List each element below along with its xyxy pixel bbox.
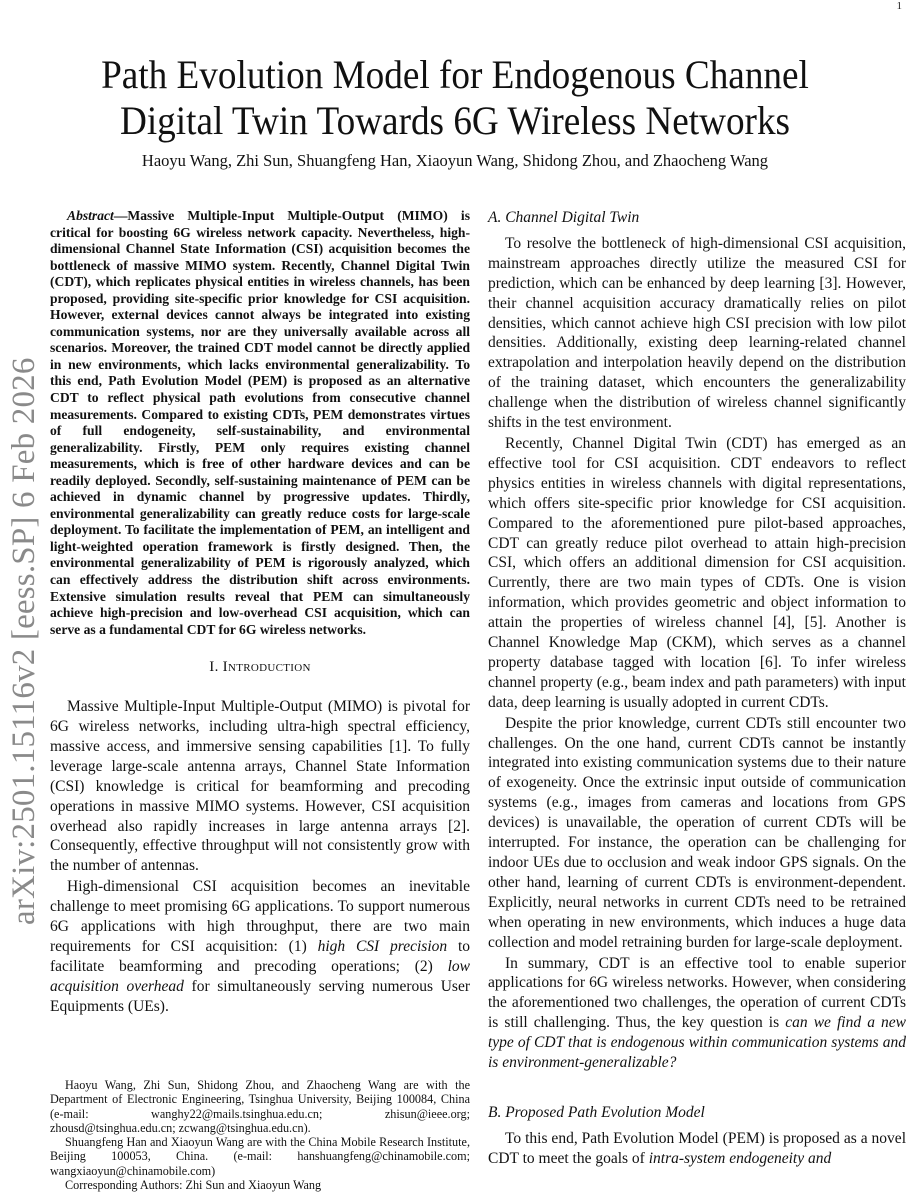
author-list: Haoyu Wang, Zhi Sun, Shuangfeng Han, Xiaoyun Wang, Shidong Zhou, and Zhaocheng Wang — [141, 151, 769, 170]
right-column — [488, 208, 906, 1169]
cdt-paragraph-2: Recently, Channel Digital Twin (CDT) has emerged as an effective tool for CSI acquisition. CDT endeavors to reflect physics entities in wireless channels with digital representations, which offers site-specific prior knowledge for CSI acquisition. Compared to the aforementioned pure pilot-based approaches, CDT can greatly reduce pilot overhead to attain high-precision CSI, which offers an additional dimension for CSI acquisition. Currently, there are two main types of CDTs. One is vision information, which provides geometric and object information to attain the properties of wireless channel [4], [5]. Another is Channel Knowledge Map (CKM), which serves as a channel property database tagged with location [6]. To infer wireless channel property (e.g., beam index and path parameters) with input data, deep learning is usually adopted in current CDTs. — [488, 434, 906, 711]
intro-p2-text-b: to facilitate beamforming and precoding operations; (2) — [50, 938, 470, 975]
affiliation-footnotes — [50, 1078, 470, 1192]
arxiv-stamp: arXiv:2501.15116v2 [eess.SP] 6 Feb 2026 — [6, 357, 42, 925]
left-column — [50, 208, 470, 1017]
cdt-p4-text: In summary, CDT is an effective tool to enable superior applications for 6G wireless networks. However, when considering the aforementioned two challenges, the operation of current CDTs is still challenging. Thus, the key question is — [488, 954, 906, 1032]
intro-p2-text-c: for simultaneously serving numerous User Equipments (UEs). — [50, 977, 470, 1015]
cdt-paragraph-3: Despite the prior knowledge, current CDTs still encounter two challenges. On the one hand, current CDTs cannot be instantly integrated into existing communication systems due to their nature of exogeneity. Once the extrinsic input outside of communication systems (e.g., images from cameras and locations from GPS devices) is unavailable, the operation of current CDTs will be interrupted. For instance, the operation can be challenging for indoor UEs due to occlusion and weak indoor GPS signals. On the other hand, learning of current CDTs is environment-dependent. Explicitly, neural networks in current CDTs need to be retrained when operating in new environments, which induces a huge data collection and model retraining burden for large-scale deployment. — [488, 714, 906, 951]
intro-p2-emphasis-2: low acquisition overhead — [50, 957, 470, 995]
abstract-text: Massive Multiple-Input Multiple-Output (MIMO) is critical for boosting 6G wireless network capacity. Nevertheless, high-dimensional Channel State Information (CSI) acquisition becomes the bottleneck of massive MIMO system. Recently, Channel Digital Twin (CDT), which replicates physical entities in wireless channels, has been proposed, providing site-specific prior knowledge for CSI acquisition. However, external devices cannot always be integrated into existing communication systems, nor are they universally available across all scenarios. Moreover, the trained CDT model cannot be directly applied in new environments, which lacks environmental generalizability. To this end, Path Evolution Model (PEM) is proposed as an alternative CDT to reflect physical path evolutions from consecutive channel measurements. Compared to existing CDTs, PEM demonstrates virtues of full endogeneity, self-sustainability, and environmental generalizability. Firstly, PEM only requires existing channel measurements, which is free of other hardware devices and can be readily deployed. Secondly, self-sustaining maintenance of PEM can be achieved in dynamic channel by progressive updates. Thirdly, environmental generalizability can greatly reduce costs for large-scale deployment. To facilitate the implementation of PEM, an intelligent and light-weighted operation framework is firstly designed. Then, the environmental generalizability of PEM is rigorously analyzed, which can effectively address the distribution shift across environments. Extensive simulation results reveal that PEM can simultaneously achieve high-precision and low-overhead CSI acquisition, which can serve as a fundamental CDT for 6G wireless networks. — [50, 208, 470, 637]
intro-paragraph-1: Massive Multiple-Input Multiple-Output (MIMO) is pivotal for 6G wireless networks, including ultra-high spectral efficiency, massive access, and immersive sensing capabilities [1]. To fully leverage large-scale antenna arrays, Channel State Information (CSI) knowledge is critical for beamforming and precoding operations in massive MIMO systems. However, CSI acquisition overhead also rapidly increases in large antenna arrays [2]. Consequently, effective throughput will not consistently grow with the number of antennas. — [50, 698, 470, 875]
subsection-heading-channel-digital-twin: A. Channel Digital Twin — [488, 209, 640, 226]
subsection-heading-path-evolution-model: B. Proposed Path Evolution Model — [488, 1103, 705, 1121]
abstract — [50, 208, 470, 638]
title-line-1: Path Evolution Model for Endogenous Channel — [101, 52, 809, 97]
page-number: 1 — [896, 0, 902, 12]
intro-p2-text-a: High-dimensional CSI acquisition becomes an inevitable challenge to meet promising 6G applications. To support numerous 6G applications with high throughput, there are two main requirements for CSI acquisition: (1) — [50, 878, 470, 955]
intro-paragraph-2 — [50, 877, 470, 1016]
abstract-label: Abstract — [67, 208, 114, 223]
title-line-2: Digital Twin Towards 6G Wireless Networks — [119, 98, 791, 143]
pem-p1-emphasis: intra-system endogeneity and — [648, 1149, 832, 1167]
pem-paragraph-1 — [488, 1129, 906, 1169]
cdt-p4-key-question: can we find a new type of CDT that is endogenous within communication systems and is environment-generalizable? — [488, 1014, 906, 1072]
cdt-paragraph-1: To resolve the bottleneck of high-dimensional CSI acquisition, mainstream approaches directly utilize the measured CSI for prediction, which can be enhanced by deep learning [3]. However, their channel acquisition accuracy dramatically relies on pilot densities, which cannot achieve high CSI precision with low pilot densities. Additionally, existing deep learning-related channel extrapolation and interpolation heavily depend on the distribution of the training dataset, which encounters the generalizability challenge when the distribution of wireless channel significantly shifts in the test environment. — [488, 234, 906, 432]
paper-title — [88, 52, 823, 144]
section-heading-introduction: I. Introduction — [209, 659, 311, 676]
footnote-affiliation-tsinghua: Haoyu Wang, Zhi Sun, Shidong Zhou, and Zhaocheng Wang are with the Department of Electronic Engineering, Tsinghua University, Beijing 100084, China (e-mail: wanghy22@mails.tsinghua.edu.cn; zhisun@ieee.org; zhousd@tsinghua.edu.cn; zcwang@tsinghua.edu.cn). — [50, 1078, 470, 1135]
pem-p1-text: To this end, Path Evolution Model (PEM) is proposed as a novel CDT to meet the goals of — [488, 1129, 906, 1167]
abstract-dash: — — [113, 208, 128, 223]
cdt-paragraph-4 — [488, 954, 906, 1073]
footnote-corresponding-authors: Corresponding Authors: Zhi Sun and Xiaoyun Wang — [65, 1178, 322, 1193]
intro-p2-emphasis-1: high CSI precision — [317, 938, 448, 955]
footnote-affiliation-china-mobile: Shuangfeng Han and Xiaoyun Wang are with the China Mobile Research Institute, Beijing 100053, China. (e-mail: hanshuangfeng@chinamobile.com; wangxiaoyun@chinamobile.com) — [50, 1135, 470, 1178]
